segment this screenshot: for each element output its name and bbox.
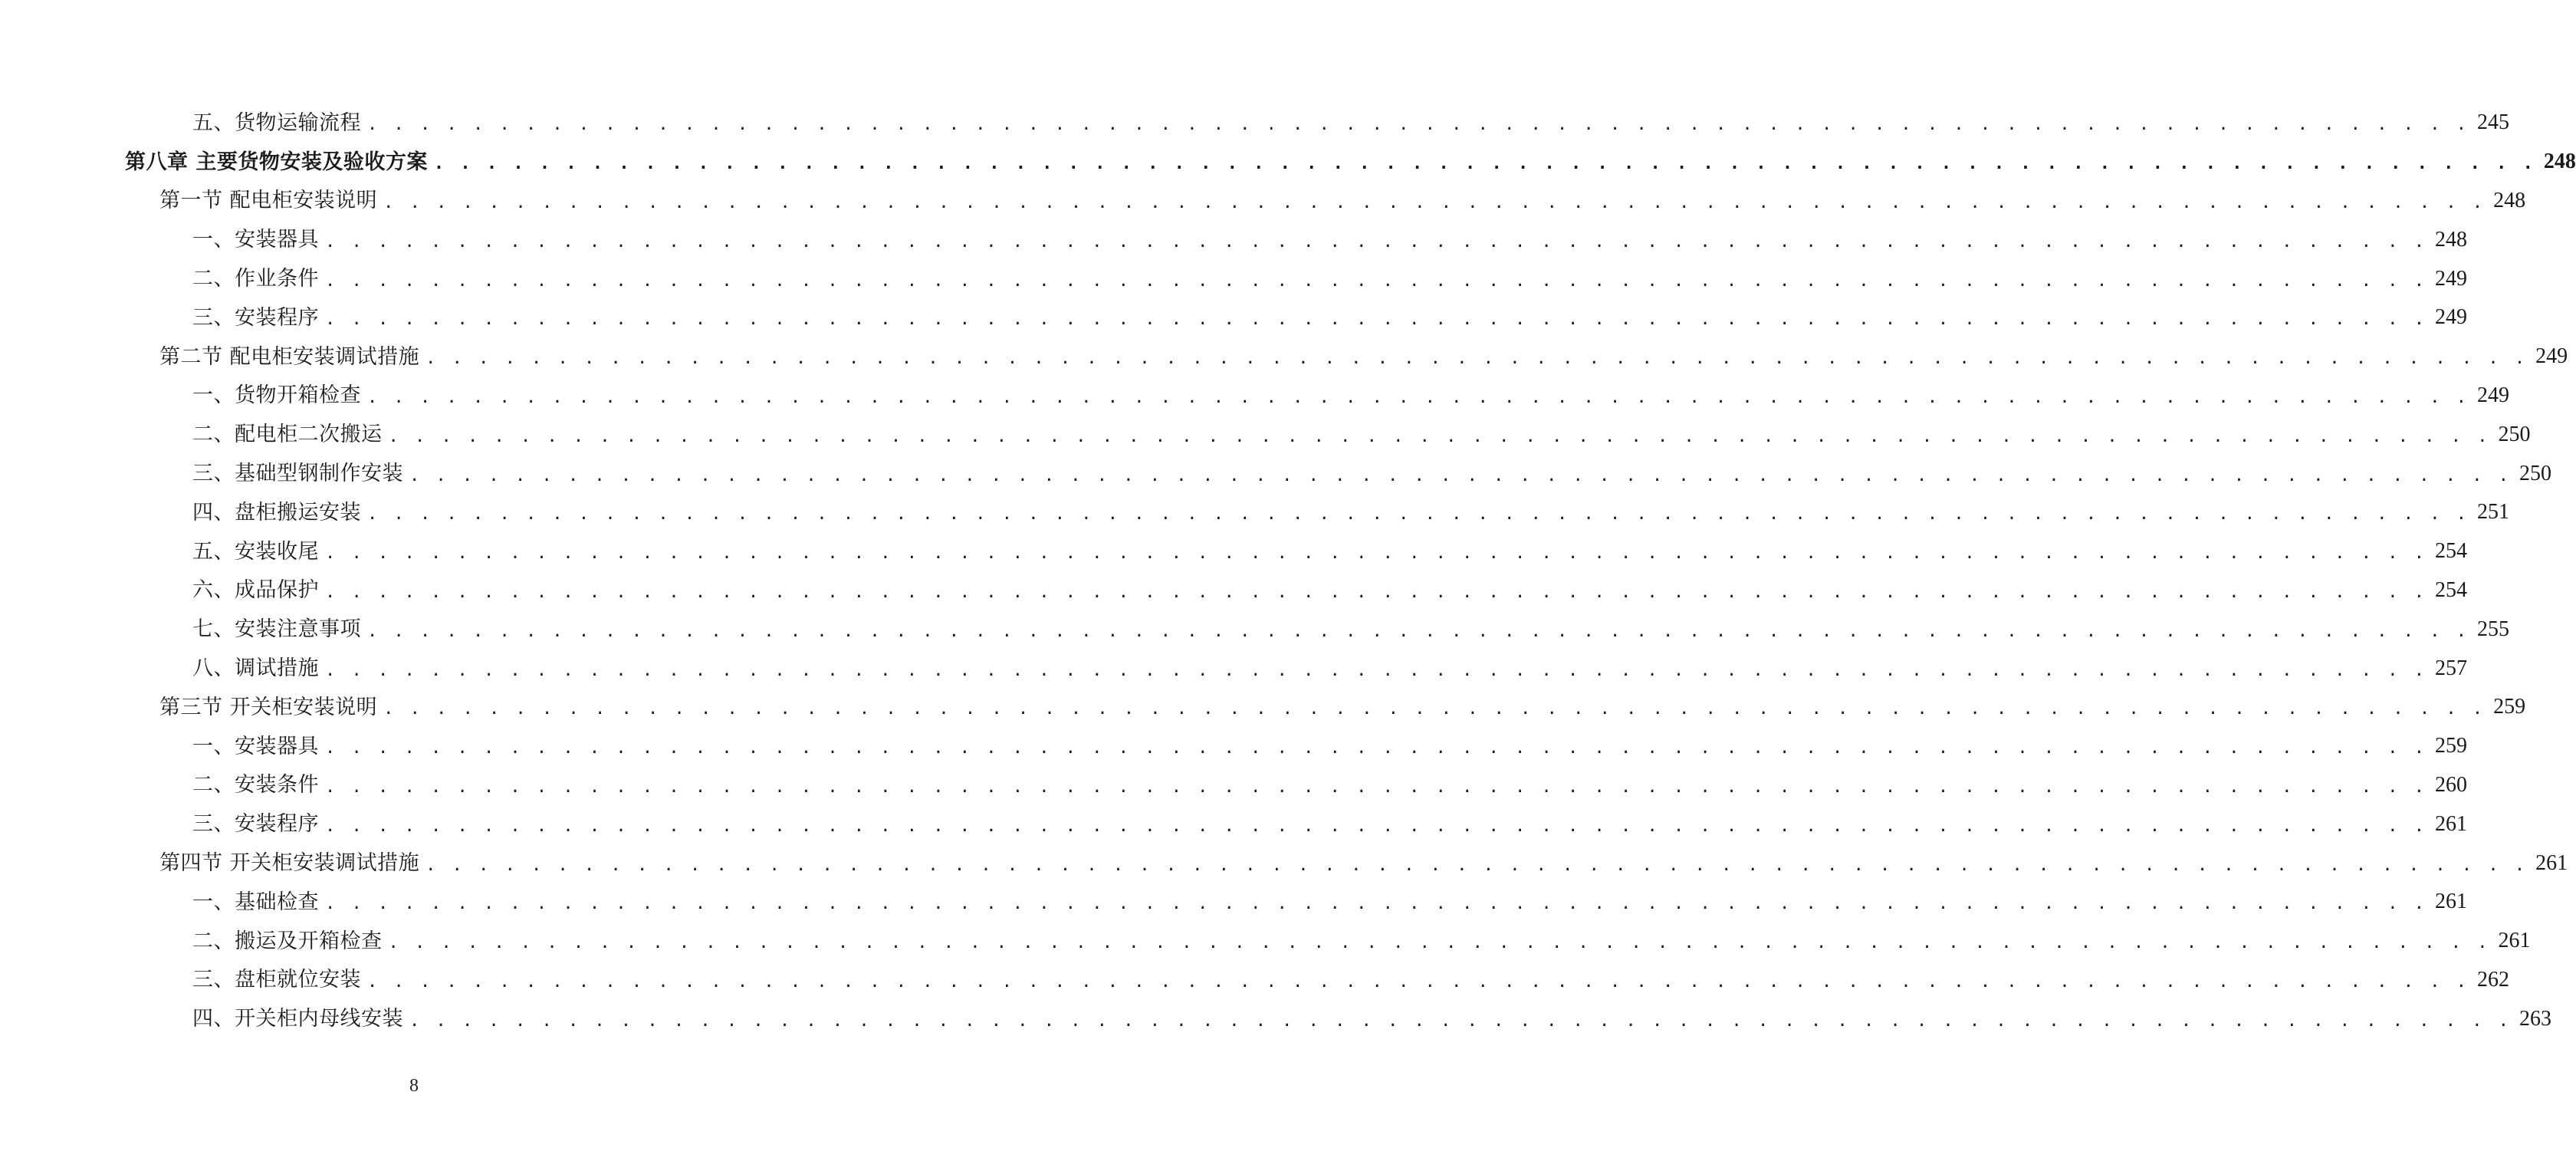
toc-entry-title: 一、基础检查: [192, 890, 319, 914]
toc-entry-page-number: 245: [2476, 110, 2509, 135]
toc-item-entry[interactable]: [0, 999, 2551, 1038]
toc-entry-page-number: 261: [2434, 890, 2467, 914]
toc-dot-leader: . . . . . . . . . . . . . . . . . . . . . . . . . . . . . . . . . . . . . . . . . . . . . . . . . . . . . . . . . . . . . . . . . . . . . . . . . . . . . . . .: [367, 621, 2469, 641]
toc-entry-page-number: 259: [2493, 695, 2526, 719]
toc-dot-leader: . . . . . . . . . . . . . . . . . . . . . . . . . . . . . . . . . . . . . . . . . . . . . . . . . . . . . . . . . . . . . . . . . . . . . . . . . . . . . . . .: [325, 894, 2427, 914]
toc-dot-leader: . . . . . . . . . . . . . . . . . . . . . . . . . . . . . . . . . . . . . . . . . . . . . . . . . . . . . . . . . . . . . . . . . . . . . . . . . . . . . . . .: [433, 154, 2536, 174]
toc-item-entry[interactable]: [0, 220, 2467, 259]
toc-entry-title: 二、安装条件: [192, 773, 319, 798]
toc-entry-title: 第三节 开关柜安装说明: [159, 695, 378, 719]
toc-item-entry[interactable]: [0, 961, 2509, 1000]
toc-dot-leader: . . . . . . . . . . . . . . . . . . . . . . . . . . . . . . . . . . . . . . . . . . . . . . . . . . . . . . . . . . . . . . . . . . . . . . . . . . . . . . . .: [325, 232, 2427, 252]
toc-item-entry[interactable]: [0, 104, 2509, 143]
toc-entry-page-number: 262: [2476, 967, 2509, 992]
toc-dot-leader: . . . . . . . . . . . . . . . . . . . . . . . . . . . . . . . . . . . . . . . . . . . . . . . . . . . . . . . . . . . . . . . . . . . . . . . . . . . . . . . .: [325, 544, 2427, 564]
toc-dot-leader: . . . . . . . . . . . . . . . . . . . . . . . . . . . . . . . . . . . . . . . . . . . . . . . . . . . . . . . . . . . . . . . . . . . . . . . . . . . . . . . .: [325, 660, 2427, 680]
toc-item-entry[interactable]: [0, 493, 2509, 532]
toc-dot-leader: . . . . . . . . . . . . . . . . . . . . . . . . . . . . . . . . . . . . . . . . . . . . . . . . . . . . . . . . . . . . . . . . . . . . . . . . . . . . . . . .: [367, 972, 2469, 992]
toc-item-entry[interactable]: [0, 766, 2467, 805]
toc-dot-leader: . . . . . . . . . . . . . . . . . . . . . . . . . . . . . . . . . . . . . . . . . . . . . . . . . . . . . . . . . . . . . . . . . . . . . . . . . . . . . . . .: [325, 738, 2427, 758]
toc-entry-title: 二、配电柜二次搬运: [192, 423, 383, 447]
toc-entry-title: 八、调试措施: [192, 656, 319, 681]
toc-entry-page-number: 249: [2434, 266, 2467, 291]
toc-entry-page-number: 257: [2434, 656, 2467, 680]
toc-entry-title: 六、成品保护: [192, 578, 319, 603]
toc-section-entry[interactable]: [0, 182, 2526, 221]
toc-entry-page-number: 248: [2493, 188, 2526, 212]
toc-entry-page-number: 251: [2476, 500, 2509, 525]
toc-dot-leader: . . . . . . . . . . . . . . . . . . . . . . . . . . . . . . . . . . . . . . . . . . . . . . . . . . . . . . . . . . . . . . . . . . . . . . . . . . . . . . . .: [388, 933, 2491, 953]
toc-item-entry[interactable]: [0, 804, 2467, 844]
toc-entry-title: 二、作业条件: [192, 267, 319, 291]
toc-item-entry[interactable]: [0, 377, 2509, 416]
toc-dot-leader: . . . . . . . . . . . . . . . . . . . . . . . . . . . . . . . . . . . . . . . . . . . . . . . . . . . . . . . . . . . . . . . . . . . . . . . . . . . . . . . .: [367, 505, 2469, 525]
toc-entry-title: 一、安装器具: [192, 734, 319, 758]
page-number: 8: [409, 1076, 419, 1096]
toc-entry-page-number: 260: [2434, 772, 2467, 797]
toc-item-entry[interactable]: [0, 571, 2467, 610]
toc-entry-title: 第四节 开关柜安装调试措施: [159, 851, 420, 876]
toc-dot-leader: . . . . . . . . . . . . . . . . . . . . . . . . . . . . . . . . . . . . . . . . . . . . . . . . . . . . . . . . . . . . . . . . . . . . . . . . . . . . . . . .: [426, 349, 2528, 369]
toc-entry-page-number: 249: [2476, 383, 2509, 407]
toc-section-entry[interactable]: [0, 844, 2568, 883]
toc-dot-leader: . . . . . . . . . . . . . . . . . . . . . . . . . . . . . . . . . . . . . . . . . . . . . . . . . . . . . . . . . . . . . . . . . . . . . . . . . . . . . . . .: [325, 271, 2427, 291]
toc-entry-page-number: 254: [2434, 539, 2467, 564]
toc-entry-page-number: 250: [2518, 461, 2551, 485]
toc-item-entry[interactable]: [0, 922, 2531, 961]
toc-entry-page-number: 249: [2434, 305, 2467, 330]
toc-entry-title: 一、安装器具: [192, 228, 319, 252]
toc-entry-title: 第八章 主要货物安装及验收方案: [125, 150, 428, 174]
toc-dot-leader: . . . . . . . . . . . . . . . . . . . . . . . . . . . . . . . . . . . . . . . . . . . . . . . . . . . . . . . . . . . . . . . . . . . . . . . . . . . . . . . .: [325, 777, 2427, 797]
toc-dot-leader: . . . . . . . . . . . . . . . . . . . . . . . . . . . . . . . . . . . . . . . . . . . . . . . . . . . . . . . . . . . . . . . . . . . . . . . . . . . . . . . .: [367, 387, 2469, 407]
toc-dot-leader: . . . . . . . . . . . . . . . . . . . . . . . . . . . . . . . . . . . . . . . . . . . . . . . . . . . . . . . . . . . . . . . . . . . . . . . . . . . . . . . .: [325, 310, 2427, 330]
toc-entry-page-number: 248: [2543, 150, 2576, 174]
toc-section-entry[interactable]: [0, 337, 2568, 377]
toc-entry-page-number: 255: [2476, 617, 2509, 641]
toc-item-entry[interactable]: [0, 649, 2467, 688]
toc-entry-title: 五、安装收尾: [192, 539, 319, 564]
table-of-contents: [0, 104, 2576, 1038]
toc-entry-page-number: 263: [2518, 1006, 2551, 1031]
toc-dot-leader: . . . . . . . . . . . . . . . . . . . . . . . . . . . . . . . . . . . . . . . . . . . . . . . . . . . . . . . . . . . . . . . . . . . . . . . . . . . . . . . .: [409, 1011, 2512, 1031]
toc-dot-leader: . . . . . . . . . . . . . . . . . . . . . . . . . . . . . . . . . . . . . . . . . . . . . . . . . . . . . . . . . . . . . . . . . . . . . . . . . . . . . . . .: [383, 192, 2486, 212]
toc-entry-title: 五、货物运输流程: [192, 110, 361, 135]
toc-dot-leader: . . . . . . . . . . . . . . . . . . . . . . . . . . . . . . . . . . . . . . . . . . . . . . . . . . . . . . . . . . . . . . . . . . . . . . . . . . . . . . . .: [367, 115, 2469, 135]
toc-section-entry[interactable]: [0, 688, 2526, 727]
toc-entry-page-number: 248: [2434, 227, 2467, 252]
toc-dot-leader: . . . . . . . . . . . . . . . . . . . . . . . . . . . . . . . . . . . . . . . . . . . . . . . . . . . . . . . . . . . . . . . . . . . . . . . . . . . . . . . .: [388, 426, 2491, 446]
toc-entry-title: 四、盘柜搬运安装: [192, 500, 361, 525]
toc-entry-page-number: 254: [2434, 577, 2467, 602]
toc-entry-title: 三、安装程序: [192, 305, 319, 330]
toc-entry-title: 三、基础型钢制作安装: [192, 462, 403, 486]
toc-entry-page-number: 249: [2535, 344, 2568, 369]
toc-item-entry[interactable]: [0, 259, 2467, 298]
toc-entry-title: 三、盘柜就位安装: [192, 968, 361, 992]
toc-entry-title: 一、货物开箱检查: [192, 383, 361, 408]
toc-entry-title: 第一节 配电柜安装说明: [159, 189, 378, 213]
toc-entry-page-number: 261: [2535, 850, 2568, 875]
toc-entry-title: 三、安装程序: [192, 812, 319, 837]
toc-entry-page-number: 250: [2498, 422, 2531, 446]
toc-entry-page-number: 259: [2434, 734, 2467, 758]
toc-entry-title: 四、开关柜内母线安装: [192, 1007, 403, 1031]
toc-entry-title: 二、搬运及开箱检查: [192, 929, 383, 953]
toc-dot-leader: . . . . . . . . . . . . . . . . . . . . . . . . . . . . . . . . . . . . . . . . . . . . . . . . . . . . . . . . . . . . . . . . . . . . . . . . . . . . . . . .: [383, 699, 2486, 719]
toc-item-entry[interactable]: [0, 532, 2467, 571]
toc-dot-leader: . . . . . . . . . . . . . . . . . . . . . . . . . . . . . . . . . . . . . . . . . . . . . . . . . . . . . . . . . . . . . . . . . . . . . . . . . . . . . . . .: [325, 816, 2427, 836]
toc-item-entry[interactable]: [0, 415, 2531, 454]
toc-dot-leader: . . . . . . . . . . . . . . . . . . . . . . . . . . . . . . . . . . . . . . . . . . . . . . . . . . . . . . . . . . . . . . . . . . . . . . . . . . . . . . . .: [409, 465, 2512, 485]
toc-item-entry[interactable]: [0, 727, 2467, 766]
toc-dot-leader: . . . . . . . . . . . . . . . . . . . . . . . . . . . . . . . . . . . . . . . . . . . . . . . . . . . . . . . . . . . . . . . . . . . . . . . . . . . . . . . .: [325, 582, 2427, 602]
toc-entry-title: 七、安装注意事项: [192, 617, 361, 642]
toc-item-entry[interactable]: [0, 454, 2551, 493]
toc-dot-leader: . . . . . . . . . . . . . . . . . . . . . . . . . . . . . . . . . . . . . . . . . . . . . . . . . . . . . . . . . . . . . . . . . . . . . . . . . . . . . . . .: [426, 855, 2528, 875]
toc-item-entry[interactable]: [0, 610, 2509, 649]
toc-item-entry[interactable]: [0, 883, 2467, 922]
toc-chapter-entry[interactable]: [0, 143, 2576, 182]
toc-entry-page-number: 261: [2498, 929, 2531, 953]
toc-entry-page-number: 261: [2434, 811, 2467, 836]
toc-entry-title: 第二节 配电柜安装调试措施: [159, 344, 420, 369]
toc-item-entry[interactable]: [0, 298, 2467, 337]
